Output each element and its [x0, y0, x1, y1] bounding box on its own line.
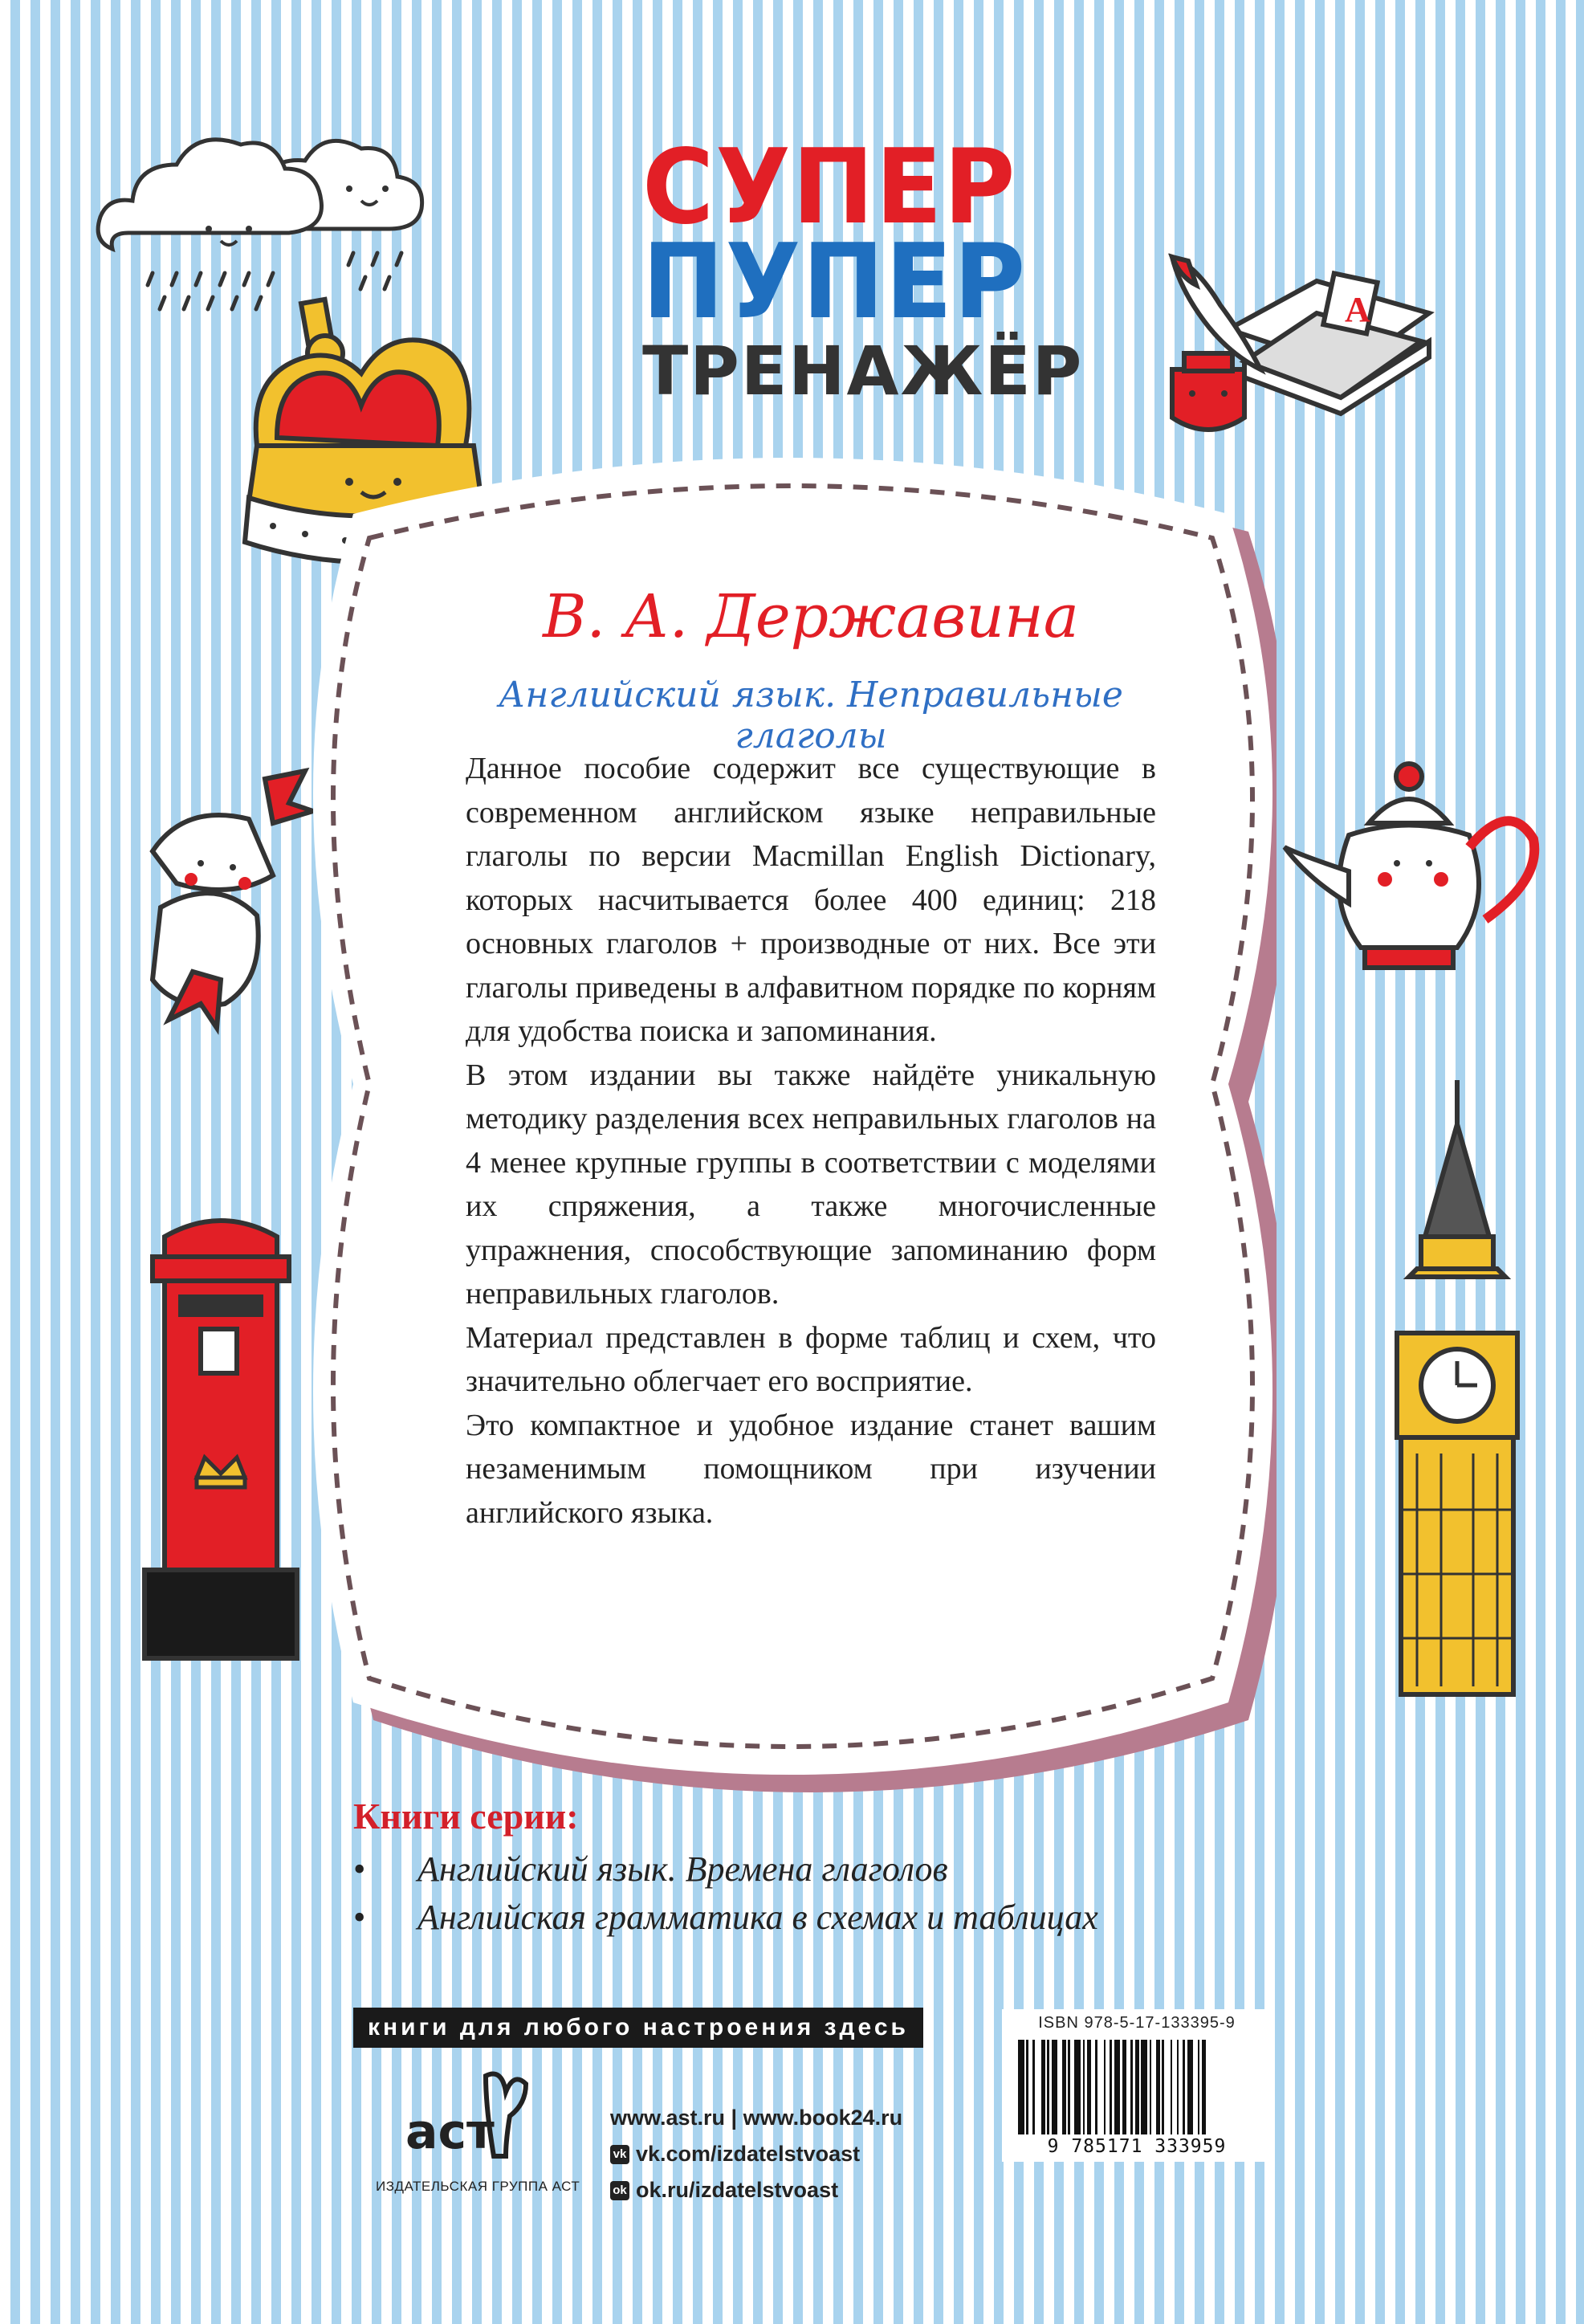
big-ben-icon: [1385, 1076, 1529, 1702]
brand-line-super: СУПЕР: [642, 128, 1017, 247]
book-title: Английский язык. Неправильные глаголы: [499, 675, 1123, 756]
barcode-icon: [1018, 2040, 1259, 2134]
bullet: •: [353, 1849, 366, 1889]
ok-link-text: ok.ru/izdatelstvoast: [636, 2178, 839, 2202]
description-paragraph: Это компактное и удобное издание станет вашим незаменимым помощником при изучении английского языка.: [466, 1408, 1156, 1530]
description-paragraph: Материал представлен в форме таблиц и схем, что значительно облегчает его восприятие.: [466, 1320, 1156, 1398]
svg-text:A: A: [1345, 290, 1370, 329]
vk-link-text: vk.com/izdatelstvoast: [636, 2142, 861, 2166]
brand-line-puper: ПУПЕР: [642, 222, 1027, 342]
tagline-banner: книги для любого настроения здесь: [353, 2008, 923, 2048]
list-item: [353, 1897, 1098, 1945]
list-item: [353, 1849, 1098, 1897]
quill-book-icon: [1156, 233, 1445, 474]
ok-icon: ok: [610, 2181, 629, 2200]
website-links[interactable]: www.ast.ru | www.book24.ru: [610, 2106, 903, 2130]
series-book-title: Английский язык. Времена глаголов: [417, 1849, 948, 1889]
vk-link[interactable]: [610, 2136, 902, 2172]
series-brand: [642, 128, 1092, 410]
teapot-icon: [1277, 759, 1541, 992]
series-list: [353, 1795, 1098, 1945]
brand-line-trenazher: ТРЕНАЖЁР: [642, 332, 1084, 410]
bullet: •: [353, 1898, 366, 1937]
vk-icon: vk: [610, 2145, 629, 2164]
mail-pillar-box-icon: [140, 1213, 301, 1662]
ok-link[interactable]: [610, 2172, 902, 2208]
description-paragraph: В этом издании вы также найдёте уникальную методику разделения всех неправильных глаголов на 4 менее крупные группы в соответствии с моделями их спряжения, а также многочисленные упражнения, способствующие запоминанию форм неправильных глаголов.: [466, 1058, 1156, 1311]
barcode-number: 9 785171 333959: [1047, 2136, 1227, 2157]
series-title: Книги серии:: [353, 1796, 579, 1837]
isbn-label: ISBN 978-5-17-133395-9: [1038, 2014, 1236, 2032]
ast-logo-text: аст: [405, 2104, 495, 2160]
description-paragraph: Данное пособие содержит все существующие в современном английском языке неправильные глаголы по версии Macmillan English Dictionary, которых насчитывается более 400 единиц: 218 основных глаголов + производные от них. Все эти глаголы приведены в алфавитном порядке по корням для удобства поиска и запоминания.: [466, 752, 1156, 1048]
series-book-title: Английская грамматика в схемах и таблицах: [417, 1898, 1098, 1937]
publisher-name: ИЗДАТЕЛЬСКАЯ ГРУППА АСТ: [376, 2179, 580, 2194]
book-description: [466, 747, 1156, 1535]
ast-logo: [397, 2060, 542, 2172]
scroll-ribbon-icon: [128, 763, 313, 1036]
publisher-links: [610, 2100, 902, 2208]
author-name: В. А. Державина: [543, 582, 1079, 651]
